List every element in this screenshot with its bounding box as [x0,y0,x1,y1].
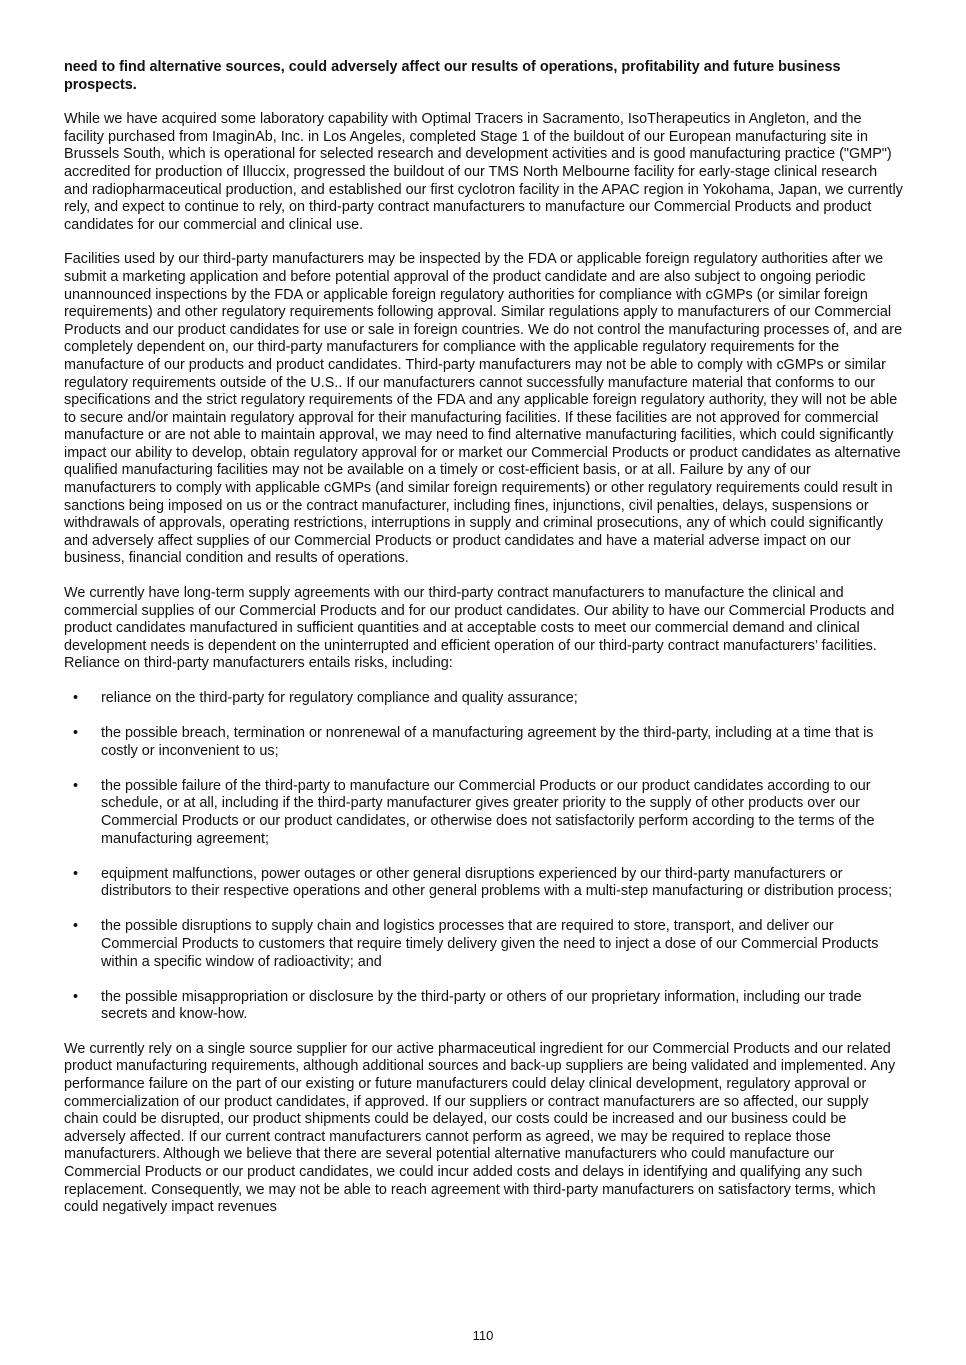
list-item-text: equipment malfunctions, power outages or other general disruptions experienced by our third-party manufacturers or distributors to their respective operations and other general problems with a multi-step manufacturing or distribution process; [101,865,893,900]
page-number: 110 [472,1328,494,1343]
list-item-text: reliance on the third-party for regulatory compliance and quality assurance; [101,690,578,706]
paragraph-single-source-supplier: We currently rely on a single source supplier for our active pharmaceutical ingredient for our Commercial Products and our related product manufacturing requirements, although additional sources and back-up suppliers are being validated and implemented. Any performance failure on the part of our existing or future manufacturers could delay clinical development, regulatory approval or commercialization of our product candidates, if approved. If our suppliers or contract manufacturers are so affected, our supply chain could be disrupted, our product shipments could be delayed, our costs could be increased and our business could be adversely affected. If our current contract manufacturers cannot perform as agreed, we may be required to replace those manufacturers. Although we believe that there are several potential alternative manufacturers who could manufacture our Commercial Products or our product candidates, we could incur added costs and delays in identifying and qualifying any such replacement. Consequently, we may not be able to reach agreement with third-party manufacturers on satisfactory terms, which could negatively impact revenues [64,1040,896,1216]
paragraph-supply-agreements: We currently have long-term supply agreements with our third-party contract manufacturers to manufacture the clinical and commercial supplies of our Commercial Products and for our product candidates. Our ability to have our Commercial Products and product candidates manufactured in sufficient quantities and at acceptable costs to meet our commercial demand and clinical development needs is dependent on the uninterrupted and efficient operation of our third-party contract manufacturers’ facilities. Reliance on third-party manufacturers entails risks, including: [64,585,895,672]
list-item [64,725,904,760]
list-item [64,866,904,901]
list-item-text: the possible failure of the third-party to manufacture our Commercial Products or our product candidates according to our schedule, or at all, including if the third-party manufacturer gives greater priority to the supply of other products over our Commercial Products or our product candidates, or otherwise does not satisfactorily perform according to the terms of the manufacturing agreement; [101,777,875,847]
list-item [64,918,904,971]
bullet-dot-icon: • [73,725,79,742]
bullet-dot-icon: • [73,918,79,935]
bullet-dot-icon: • [73,690,79,706]
bullet-dot-icon: • [73,777,79,794]
section-heading: need to find alternative sources, could adversely affect our results of operations, profitability and future business prospects. [64,59,841,93]
document-page [64,59,904,1234]
list-item [64,989,904,1024]
list-item [64,778,904,848]
paragraph-facilities-overview: While we have acquired some laboratory capability with Optimal Tracers in Sacramento, IsoTherapeutics in Angleton, and the facility purchased from ImaginAb, Inc. in Los Angeles, completed Stage 1 of the buildout of our European manufacturing site in Brussels South, which is operational for selected research and development activities and is good manufacturing practice ("GMP") accredited for production of Illuccix, progressed the buildout of our TMS North Melbourne facility for early-stage clinical research and radiopharmaceutical production, and established our first cyclotron facility in the APAC region in Yokohama, Japan, we currently rely, and expect to continue to rely, on third-party contract manufacturers to manufacture our Commercial Products and product candidates for our commercial and clinical use. [64,111,903,233]
list-item-text: the possible misappropriation or disclosure by the third-party or others of our proprietary information, including our trade secrets and know-how. [101,988,862,1023]
list-item-text: the possible breach, termination or nonrenewal of a manufacturing agreement by the third-party, including at a time that is costly or inconvenient to us; [101,725,874,759]
bullet-dot-icon: • [73,865,79,882]
paragraph-regulatory-inspections: Facilities used by our third-party manufacturers may be inspected by the FDA or applicable foreign regulatory authorities after we submit a marketing application and before potential approval of the product candidate and are also subject to ongoing periodic unannounced inspections by the FDA or applicable foreign regulatory authorities for compliance with cGMPs (or similar foreign requirements) and other regulatory requirements following approval. Similar regulations apply to manufacturers of our Commercial Products and our product candidates for use or sale in foreign countries. We do not control the manufacturing processes of, and are completely dependent on, our third-party manufacturers for compliance with the applicable regulatory requirements for the manufacture of our products and product candidates. Third-party manufacturers may not be able to comply with cGMPs or similar regulatory requirements outside of the U.S.. If our manufacturers cannot successfully manufacture material that conforms to our specifications and the strict regulatory requirements of the FDA and any applicable foreign regulatory authority, they will not be able to secure and/or maintain regulatory approval for their manufacturing facilities. If these facilities are not approved for commercial manufacture or are not able to maintain approval, we may need to find alternative manufacturing facilities, which could significantly impact our ability to develop, obtain regulatory approval for or market our Commercial Products or product candidates as alternative qualified manufacturing facilities may not be available on a timely or cost-efficient basis, or at all. Failure by any of our manufacturers to comply with applicable cGMPs (and similar foreign requirements) or other regulatory requirements could result in sanctions being imposed on us or the contract manufacturer, including fines, injunctions, civil penalties, delays, suspensions or withdrawals of approvals, operating restrictions, interruptions in supply and criminal prosecutions, any of which could significantly and adversely affect supplies of our Commercial Products or product candidates and have a material adverse impact on our business, financial condition and results of operations. [64,251,903,567]
list-item [64,690,904,708]
bullet-dot-icon: • [73,988,79,1005]
risk-list [64,690,904,1024]
list-item-text: the possible disruptions to supply chain and logistics processes that are required to store, transport, and deliver our Commercial Products to customers that require timely delivery given the need to inject a dose of our Commercial Products within a specific window of radioactivity; and [101,918,879,970]
